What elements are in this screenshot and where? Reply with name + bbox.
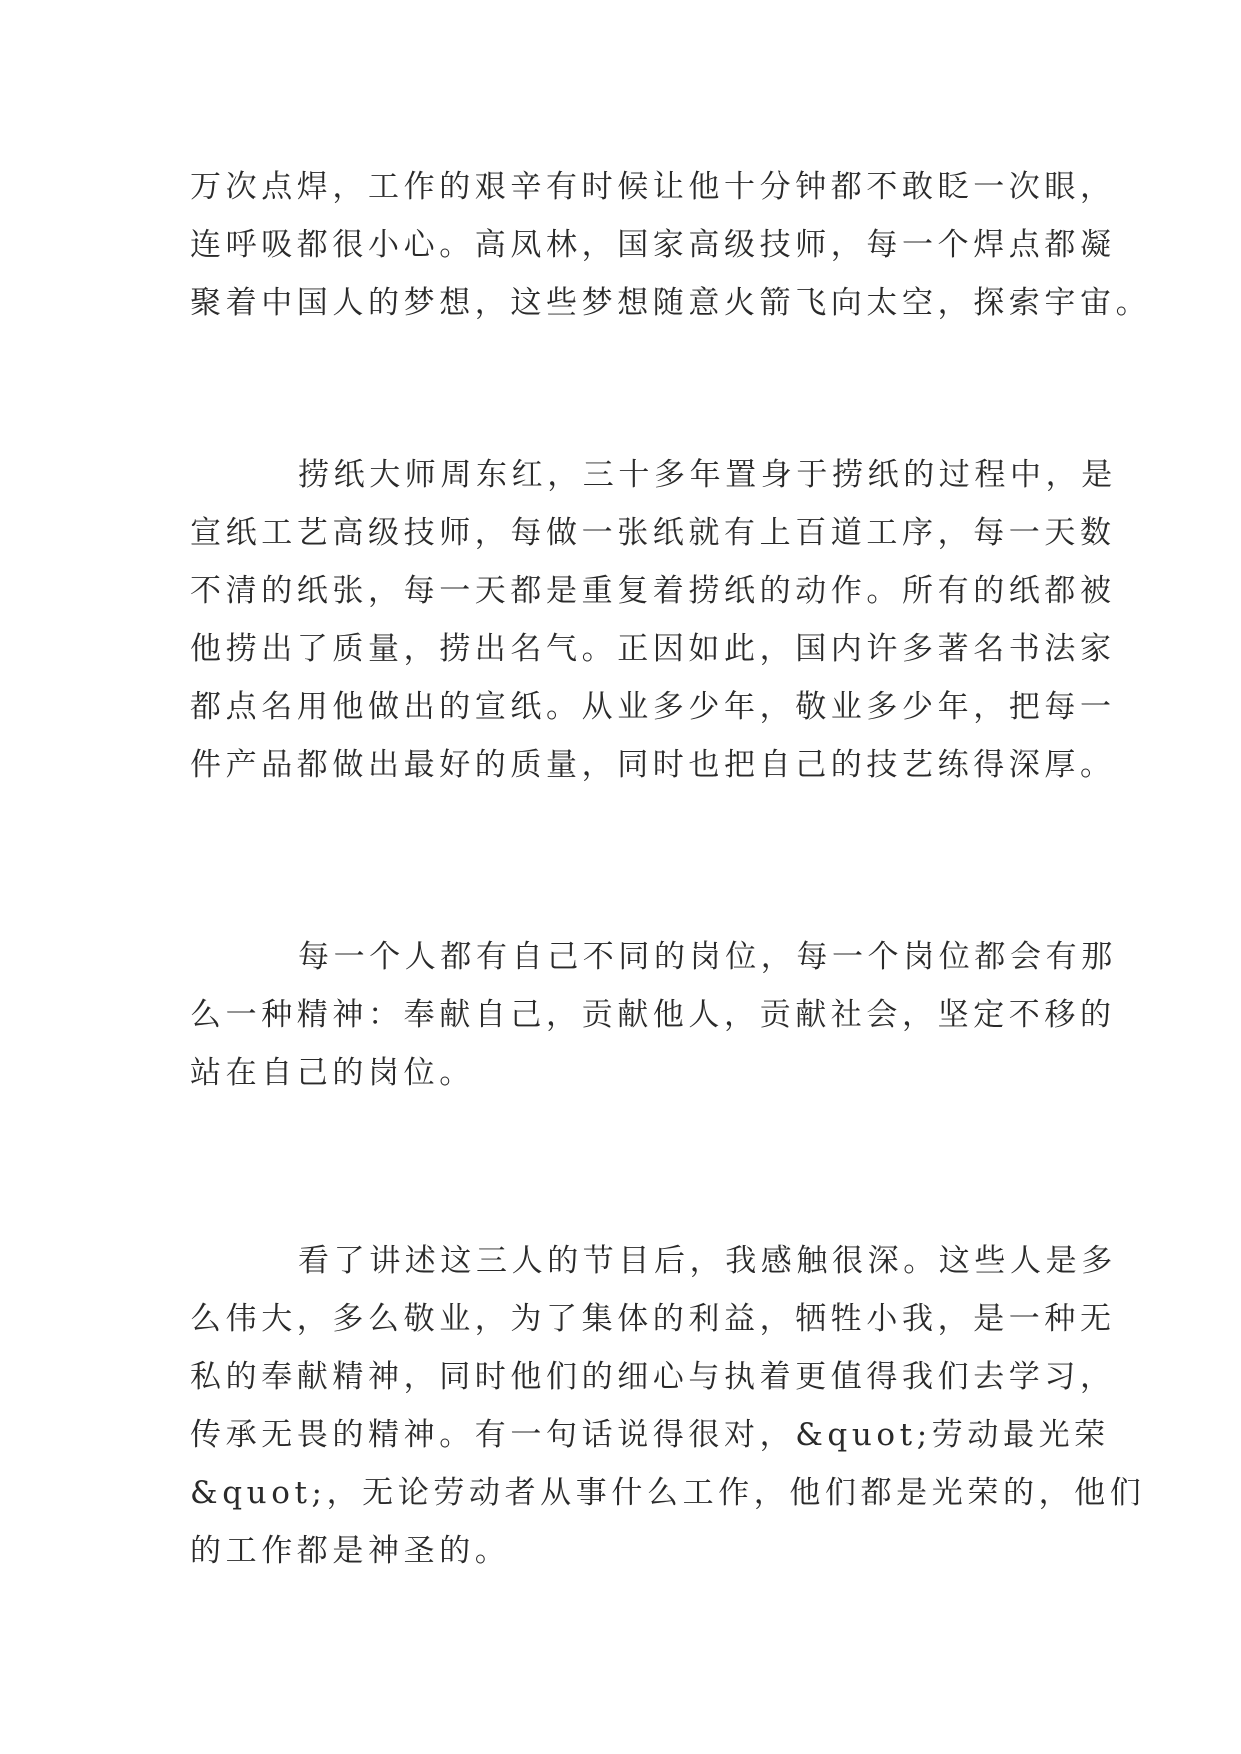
text-line: 宣纸工艺高级技师，每做一张纸就有上百道工序，每一天数 <box>190 515 1116 551</box>
paragraph-reflection <box>190 1232 1146 1580</box>
paragraph-dedication <box>190 928 1117 1102</box>
text-line: 件产品都做出最好的质量，同时也把自己的技艺练得深厚。 <box>190 747 1116 783</box>
text-line: 传承无畏的精神。有一句话说得很对，&quot;劳动最光荣 <box>190 1417 1110 1453</box>
text-line: 么一种精神：奉献自己，贡献他人，贡献社会，坚定不移的 <box>190 997 1116 1033</box>
text-line: 么伟大，多么敬业，为了集体的利益，牺牲小我，是一种无 <box>190 1301 1116 1337</box>
paragraph-papermaking <box>190 446 1117 794</box>
text-line: 每一个人都有自己不同的岗位，每一个岗位都会有那 <box>298 939 1117 975</box>
text-line: 万次点焊，工作的艰辛有时候让他十分钟都不敢眨一次眼， <box>190 169 1116 205</box>
text-line: &quot;，无论劳动者从事什么工作，他们都是光荣的，他们 <box>190 1475 1146 1511</box>
text-line: 看了讲述这三人的节目后，我感触很深。这些人是多 <box>298 1243 1117 1279</box>
text-line: 捞纸大师周东红，三十多年置身于捞纸的过程中，是 <box>298 457 1117 493</box>
text-line: 站在自己的岗位。 <box>190 1055 475 1091</box>
text-line: 他捞出了质量，捞出名气。正因如此，国内许多著名书法家 <box>190 631 1116 667</box>
paragraph-welding <box>190 158 1152 332</box>
text-line: 连呼吸都很小心。高凤林，国家高级技师，每一个焊点都凝 <box>190 227 1116 263</box>
text-line: 私的奉献精神，同时他们的细心与执着更值得我们去学习， <box>190 1359 1116 1395</box>
text-line: 聚着中国人的梦想，这些梦想随意火箭飞向太空，探索宇宙。 <box>190 285 1152 321</box>
text-line: 的工作都是神圣的。 <box>190 1533 511 1569</box>
text-line: 都点名用他做出的宣纸。从业多少年，敬业多少年，把每一 <box>190 689 1116 725</box>
text-line: 不清的纸张，每一天都是重复着捞纸的动作。所有的纸都被 <box>190 573 1116 609</box>
